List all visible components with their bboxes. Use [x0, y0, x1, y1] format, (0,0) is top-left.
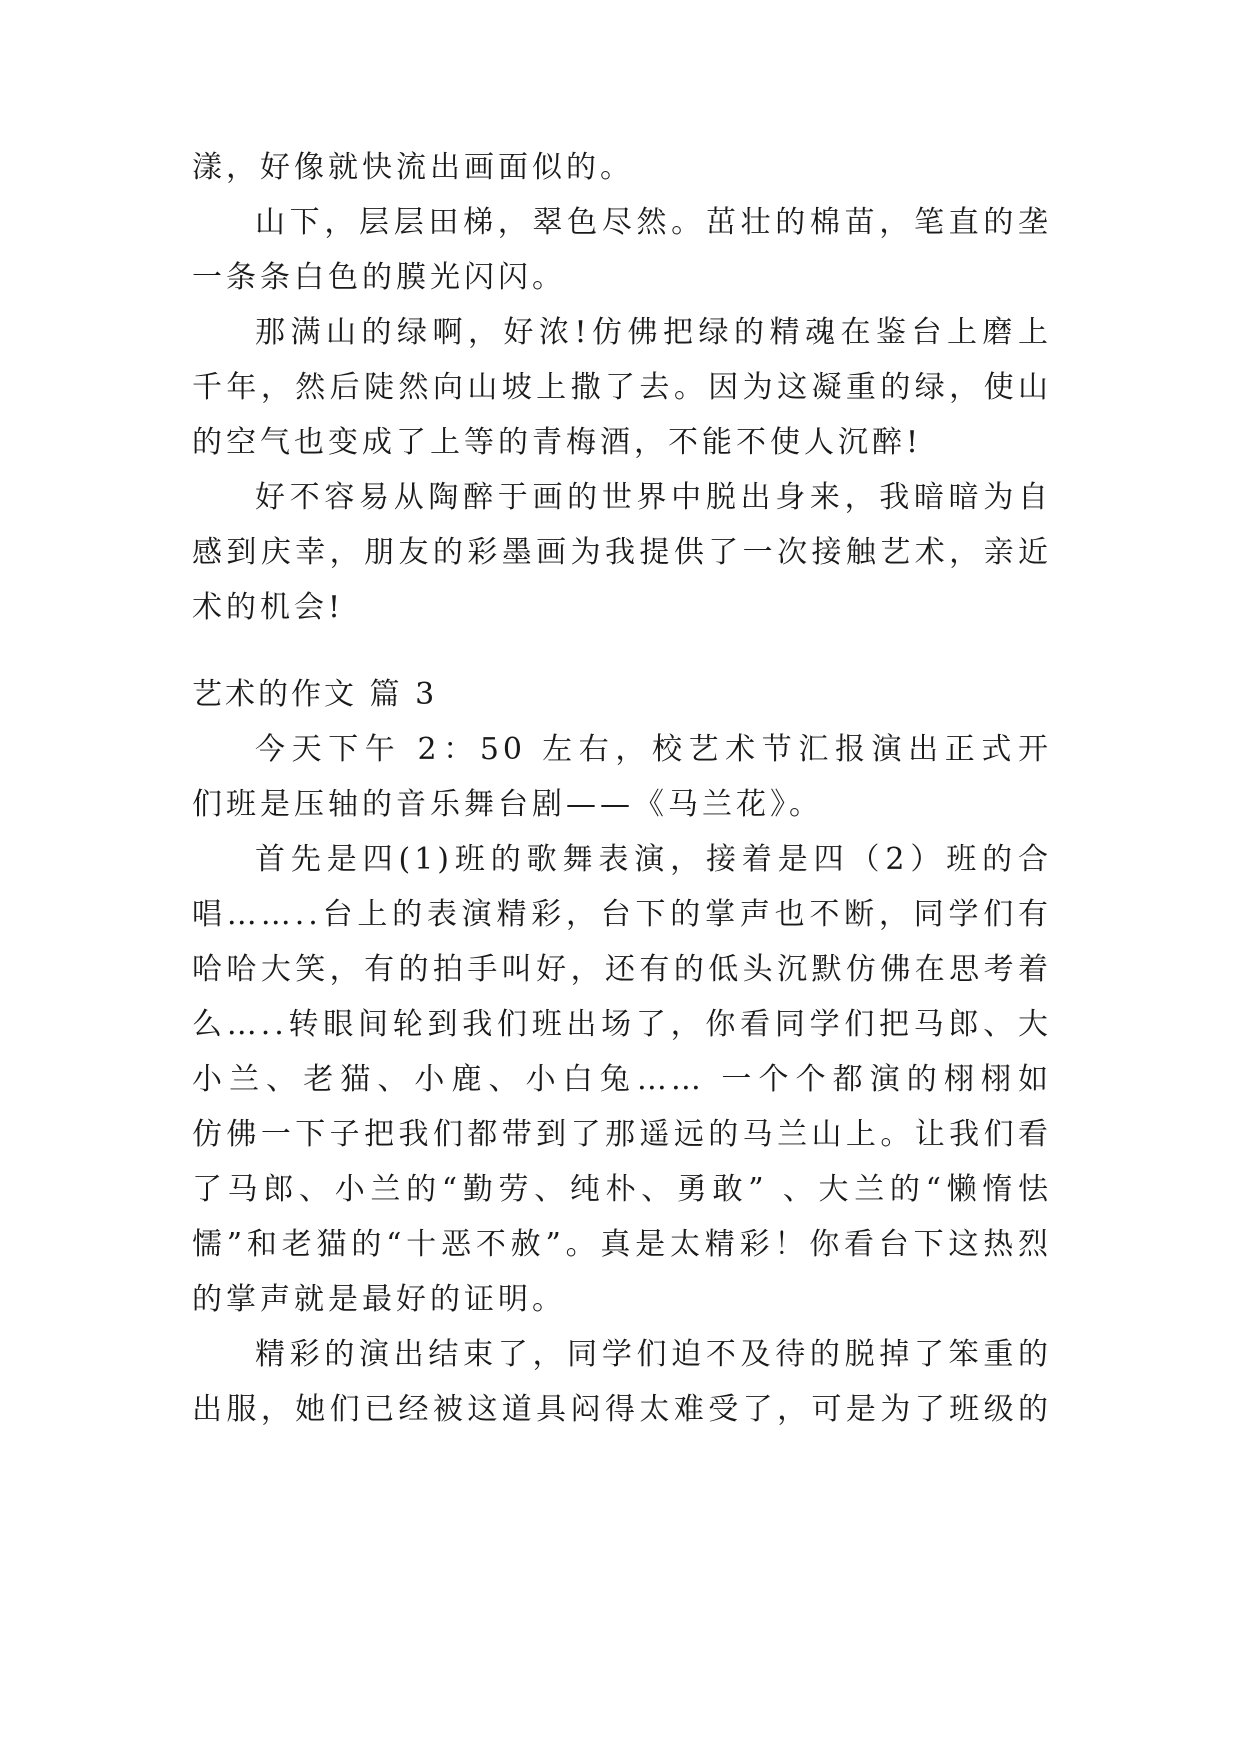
text-line: 那满山的绿啊，好浓!仿佛把绿的精魂在鉴台上磨上	[255, 315, 1052, 350]
text-line: 今天下午 2：50 左右，校艺术节汇报演出正式开	[255, 732, 1052, 767]
section-heading: 艺术的作文 篇 3	[192, 677, 438, 712]
text-line: 懦”和老猫的“十恶不赦”。真是太精彩！你看台下这热烈	[192, 1227, 1052, 1262]
text-line: 千年，然后陡然向山坡上撒了去。因为这凝重的绿，使山	[192, 370, 1052, 405]
text-line: 漾，好像就快流出画面似的。	[192, 150, 634, 185]
text-line: 唱……..台上的表演精彩，台下的掌声也不断，同学们有	[192, 897, 1052, 932]
text-line: 了马郎、小兰的“勤劳、纯朴、勇敢” 、大兰的“懒惰怯	[192, 1172, 1052, 1207]
text-line: 出服，她们已经被这道具闷得太难受了，可是为了班级的	[192, 1392, 1052, 1427]
text-line: 哈哈大笑，有的拍手叫好，还有的低头沉默仿佛在思考着	[192, 952, 1052, 987]
text-line: 么…..转眼间轮到我们班出场了，你看同学们把马郎、大	[192, 1007, 1052, 1042]
text-line: 们班是压轴的音乐舞台剧——《马兰花》。	[192, 787, 823, 822]
text-line: 精彩的演出结束了，同学们迫不及待的脱掉了笨重的	[255, 1337, 1052, 1372]
text-line: 山下，层层田梯，翠色尽然。茁壮的棉苗，笔直的垄	[255, 205, 1052, 240]
text-line: 一条条白色的膜光闪闪。	[192, 260, 566, 295]
text-line: 仿佛一下子把我们都带到了那遥远的马兰山上。让我们看	[192, 1117, 1052, 1152]
text-line: 好不容易从陶醉于画的世界中脱出身来，我暗暗为自	[255, 480, 1052, 515]
text-line: 的空气也变成了上等的青梅酒，不能不使人沉醉!	[192, 425, 923, 460]
text-line: 的掌声就是最好的证明。	[192, 1282, 566, 1317]
text-line: 感到庆幸，朋友的彩墨画为我提供了一次接触艺术，亲近	[192, 535, 1052, 570]
text-line: 首先是四(1)班的歌舞表演，接着是四（2）班的合	[255, 842, 1052, 877]
text-line: 术的机会!	[192, 590, 345, 625]
text-line: 小兰、老猫、小鹿、小白兔…… 一个个都演的栩栩如	[192, 1062, 1052, 1097]
